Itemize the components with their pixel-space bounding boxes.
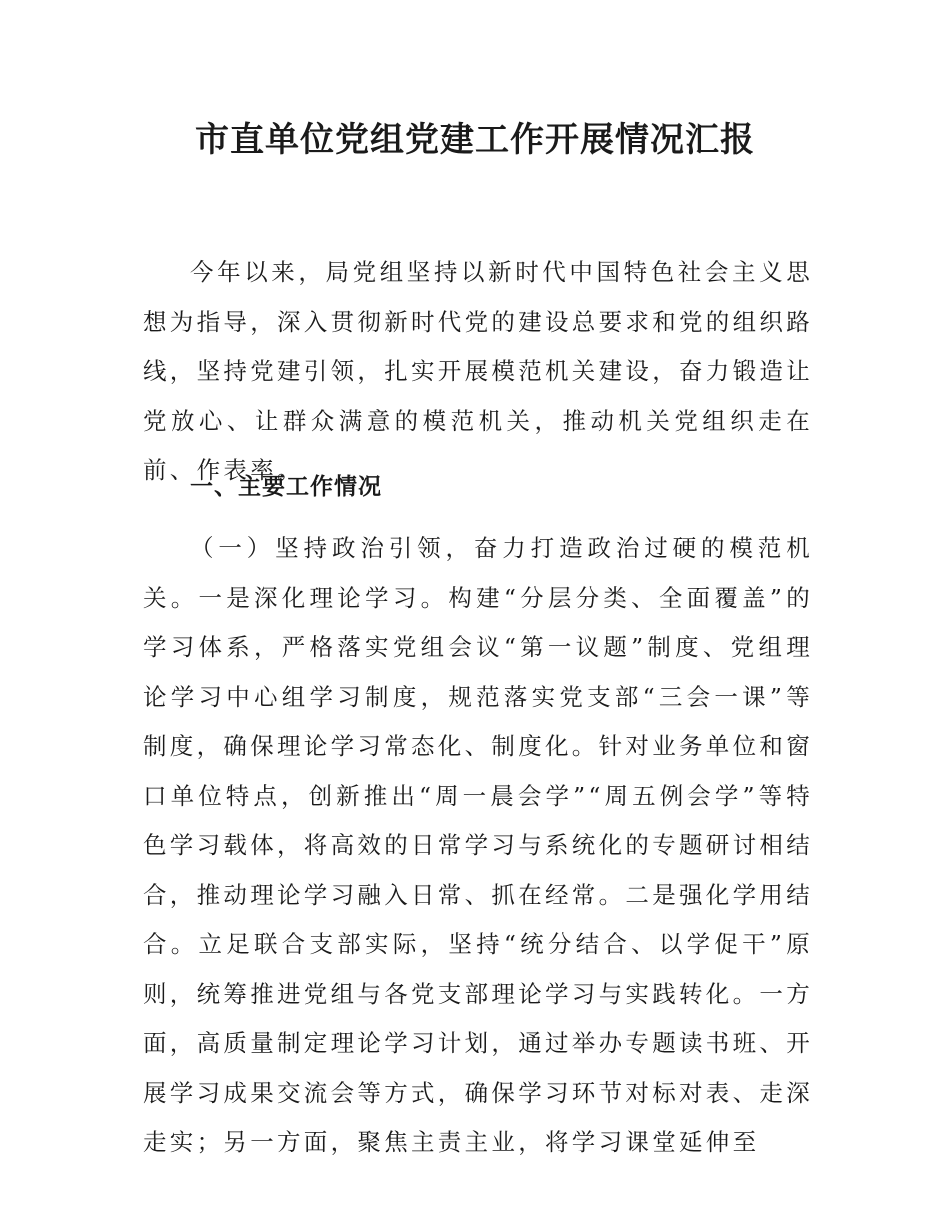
intro-paragraph: 今年以来，局党组坚持以新时代中国特色社会主义思想为指导，深入贯彻新时代党的建设总要求和党的组织路线，坚持党建引领，扎实开展模范机关建设，奋力锻造让党放心、让群众满意的模范机关，推动机关党组织走在前、作表率。 (143, 258, 813, 484)
section-heading: 一、主要工作情况 (190, 474, 382, 500)
document-title: 市直单位党组党建工作开展情况汇报 (195, 120, 755, 160)
section-paragraph: （一）坚持政治引领，奋力打造政治过硬的模范机关。一是深化理论学习。构建“分层分类、全面覆盖”的学习体系，严格落实党组会议“第一议题”制度、党组理论学习中心组学习制度，规范落实党支部“三会一课”等制度，确保理论学习常态化、制度化。针对业务单位和窗口单位特点，创新推出“周一晨会学”“周五例会学”等特色学习载体，将高效的日常学习与系统化的专题研讨相结合，推动理论学习融入日常、抓在经常。二是强化学用结合。立足联合支部实际，坚持“统分结合、以学促干”原则，统筹推进党组与各党支部理论学习与实践转化。一方面，高质量制定理论学习计划，通过举办专题读书班、开展学习成果交流会等方式，确保学习环节对标对表、走深走实；另一方面，聚焦主责主业，将学习课堂延伸至 (143, 534, 813, 1156)
